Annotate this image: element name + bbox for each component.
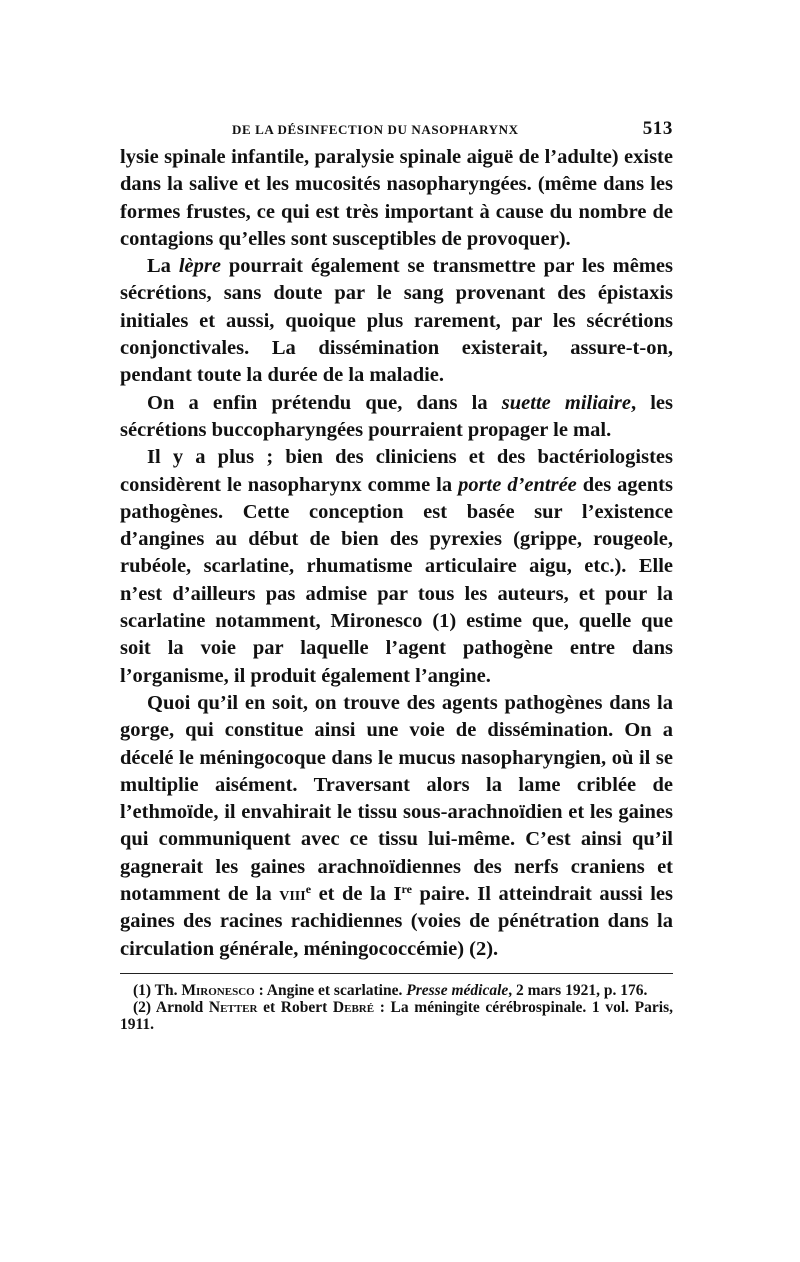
text-run: Quoi qu’il en soit, on trouve des agents pathogènes dans la gorge, qui constitue ainsi une voie de dissémination. On a décelé le méningocoque dans le mucus nasopharyngien, où il se multiplie aisément. Traversant alors la lame criblée de l’ethmoïde, il envahirait le tissu sous-arachnoïdien et les gaines qui communiquent avec ce tissu lui-même. C’est ainsi qu’il gagnerait les gaines arachnoïdiennes des nerfs craniens et notamment de la (120, 691, 673, 906)
text-run: , les sécrétions buccopharyngées pourraient propager le mal. (120, 391, 673, 441)
paragraph-5 (120, 690, 673, 963)
body-text (120, 144, 673, 963)
paragraph-1: lysie spinale infantile, paralysie spinale aiguë de l’adulte) existe dans la salive et les mucosités nasopharyngées. (même dans les formes frustes, ce qui est très important à cause du nombre de contagions qu’elles sont susceptibles de provoquer). (120, 146, 673, 250)
text-run: : La méningite cérébrospinale. 1 vol. Paris, 1911. (120, 998, 673, 1033)
italic-term-porte: porte d’entrée (458, 473, 577, 496)
text-run: et Robert (257, 998, 333, 1016)
text-run: : Angine et scarlatine. (254, 981, 407, 999)
text-run: , 2 mars 1921, p. 176. (508, 981, 648, 999)
text-run: (2) Arnold (133, 998, 209, 1016)
page-number: 513 (642, 118, 673, 139)
author-name: Mironesco (181, 981, 255, 999)
paragraph-2 (120, 253, 673, 389)
footnote-rule (120, 973, 673, 974)
superscript: e (305, 882, 312, 897)
roman-numeral: viii (279, 883, 306, 906)
text-run: et de la I (311, 883, 402, 906)
author-name: Debré (332, 998, 375, 1016)
author-name: Netter (208, 998, 258, 1016)
italic-term-suette: suette miliaire (501, 391, 631, 414)
running-header (120, 110, 673, 144)
paragraph-4 (120, 444, 673, 690)
superscript: re (401, 882, 412, 897)
book-page (120, 110, 673, 1033)
text-run: pourrait également se transmettre par les mêmes sécrétions, sans doute par le sang provenant des épistaxis initiales et aussi, quoique plus rarement, par les sécrétions conjonctivales. La dissémination existerait, assure-t-on, pendant toute la durée de la maladie. (120, 255, 673, 387)
footnotes (120, 982, 673, 1033)
journal-title: Presse médicale (406, 981, 509, 999)
footnote-2 (120, 999, 673, 1033)
paragraph-3 (120, 390, 673, 445)
text-run: La (147, 255, 179, 278)
text-run: On a enfin prétendu que, dans la (147, 391, 502, 414)
text-run: (1) Th. (133, 981, 182, 999)
running-title: DE LA DÉSINFECTION DU NASOPHARYNX (232, 122, 519, 137)
italic-term-lepre: lèpre (178, 255, 221, 278)
text-run: paire. Il atteindrait aussi les gaines des racines rachidiennes (voies de pénétration dans la circulation générale, méningococcémie) (2). (120, 883, 674, 960)
text-run: Il y a plus ; bien des cliniciens et des bactériologistes considèrent le nasopharynx comme la (120, 446, 673, 496)
text-run: des agents pathogènes. Cette conception est basée sur l’existence d’angines au début de bien des pyrexies (grippe, rougeole, rubéole, scarlatine, rhumatisme articulaire aigu, etc.). Elle n’est d’ailleurs pas admise par tous les auteurs, et pour la scarlatine notamment, Mironesco (1) estime que, quelle que soit la voie par laquelle l’agent pathogène entre dans l’organisme, il produit également l’angine. (120, 473, 673, 687)
footnote-1 (120, 982, 673, 999)
